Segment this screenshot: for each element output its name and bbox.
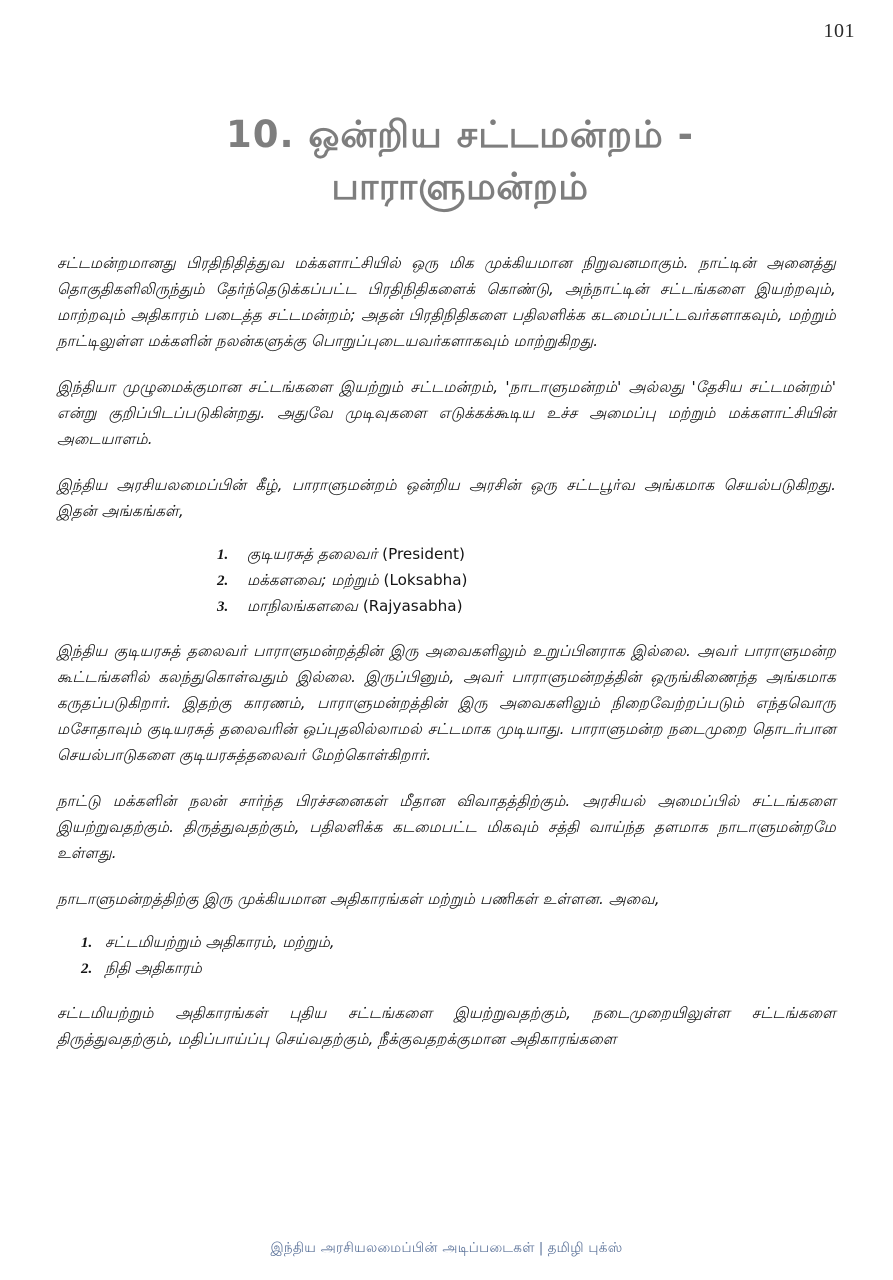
list-item — [217, 542, 836, 568]
page-number: 101 — [823, 20, 855, 42]
paragraph-5: நாட்டு மக்களின் நலன் சார்ந்த பிரச்சனைகள் மீதான விவாதத்திற்கும். அரசியல் அமைப்பில் சட்டங்களை இயற்றுவதற்கும். திருத்துவதற்கும், பதிலளிக்க கடமைபட்ட மிகவும் சத்தி வாய்ந்த தளமாக நாடாளுமன்றமே உள்ளது. — [57, 792, 836, 862]
list-item-number: 1. — [217, 547, 229, 563]
paragraph-2: இந்தியா முழுமைக்குமான சட்டங்களை இயற்றும் சட்டமன்றம், 'நாடாளுமன்றம்' அல்லது 'தேசிய சட்டமன்றம்' என்று குறிப்பிடப்படுகின்றது. அதுவே முடிவுகளை எடுக்கக்கூடிய உச்ச அமைப்பு மற்றும் மக்களாட்சியின் அடையாளம். — [57, 378, 836, 448]
list-item-label: மக்களவை; மற்றும் (Loksabha) — [247, 571, 468, 589]
list-item — [81, 930, 836, 956]
document-body — [57, 250, 836, 1052]
list-item-number: 2. — [217, 573, 229, 589]
list-item-number: 2. — [81, 961, 93, 977]
paragraph-1: சட்டமன்றமானது பிரதிநிதித்துவ மக்களாட்சியில் ஒரு மிக முக்கியமான நிறுவனமாகும். நாட்டின் அனைத்து தொகுதிகளிலிருந்தும் தேர்ந்தெடுக்கப்பட்ட பிரதிநிதிகளைக் கொண்டு, அந்நாட்டின் சட்டங்களை இயற்றவும், மாற்றவும் அதிகாரம் படைத்த சட்டமன்றம்; அதன் பிரதிநிதிகளை பதிலளிக்க கடமைப்பட்டவர்களாகவும், மற்றும் நாட்டிலுள்ள மக்களின் நலன்களுக்கு பொறுப்புடையவர்களாகவும் மாற்றுகிறது. — [57, 254, 836, 350]
paragraph-7: சட்டமியற்றும் அதிகாரங்கள் புதிய சட்டங்களை இயற்றுவதற்கும், நடைமுறையிலுள்ள சட்டங்களை திருத்துவதற்கும், மதிப்பாய்ப்பு செய்வதற்கும், நீக்குவதறக்குமான அதிகாரங்களை — [57, 1004, 836, 1048]
chapter-title-line-1: 10. ஒன்றிய சட்டமன்றம் - — [226, 112, 694, 156]
paragraph-6: நாடாளுமன்றத்திற்கு இரு முக்கியமான அதிகாரங்கள் மற்றும் பணிகள் உள்ளன. அவை, — [57, 890, 660, 908]
paragraph-3: இந்திய அரசியலமைப்பின் கீழ், பாராளுமன்றம் ஒன்றிய அரசின் ஒரு சட்டபூர்வ அங்கமாக செயல்படுகிறது. இதன் அங்கங்கள், — [57, 476, 836, 520]
list-parliament-organs — [57, 542, 836, 620]
list-item-label: மாநிலங்களவை (Rajyasabha) — [247, 597, 463, 615]
footer-publisher: தமிழி புக்ஸ் — [547, 1240, 623, 1256]
list-item-latin: (Loksabha) — [383, 571, 468, 589]
paragraph-4: இந்திய குடியரசுத் தலைவர் பாராளுமன்றத்தின் இரு அவைகளிலும் உறுப்பினராக இல்லை. அவர் பாராளுமன்ற கூட்டங்களில் கலந்துகொள்வதும் இல்லை. இருப்பினும், அவர் பாராளுமன்றத்தின் ஒருங்கிணைந்த அங்கமாக கருதப்படுகிறார். இதற்கு காரணம், பாராளுமன்றத்தின் இரு அவைகளிலும் நிறைவேற்றப்படும் எந்தவொரு மசோதாவும் குடியரசுத் தலைவரின் ஒப்புதலில்லாமல் சட்டமாக முடியாது. பாராளுமன்ற நடைமுறை தொடர்பான செயல்பாடுகளை குடியரசுத்தலைவர் மேற்கொள்கிறார். — [57, 642, 836, 764]
list-item-number: 1. — [81, 935, 93, 951]
list-item-label: நிதி அதிகாரம் — [105, 959, 202, 977]
chapter-title — [110, 109, 810, 214]
chapter-title-line-2: பாராளுமன்றம் — [331, 165, 589, 209]
page-footer — [0, 1240, 893, 1258]
list-item — [217, 568, 836, 594]
list-item — [81, 956, 836, 982]
list-parliament-powers — [57, 930, 836, 982]
list-item-latin: (Rajyasabha) — [362, 597, 463, 615]
list-item-latin: (President) — [382, 545, 465, 563]
footer-separator: | — [538, 1240, 544, 1256]
list-item-number: 3. — [217, 599, 229, 615]
list-item-label: குடியரசுத் தலைவர் (President) — [247, 545, 465, 563]
list-item — [217, 594, 836, 620]
footer-book-title: இந்திய அரசியலமைப்பின் அடிப்படைகள் — [270, 1240, 535, 1256]
list-item-label: சட்டமியற்றும் அதிகாரம், மற்றும், — [105, 933, 335, 951]
